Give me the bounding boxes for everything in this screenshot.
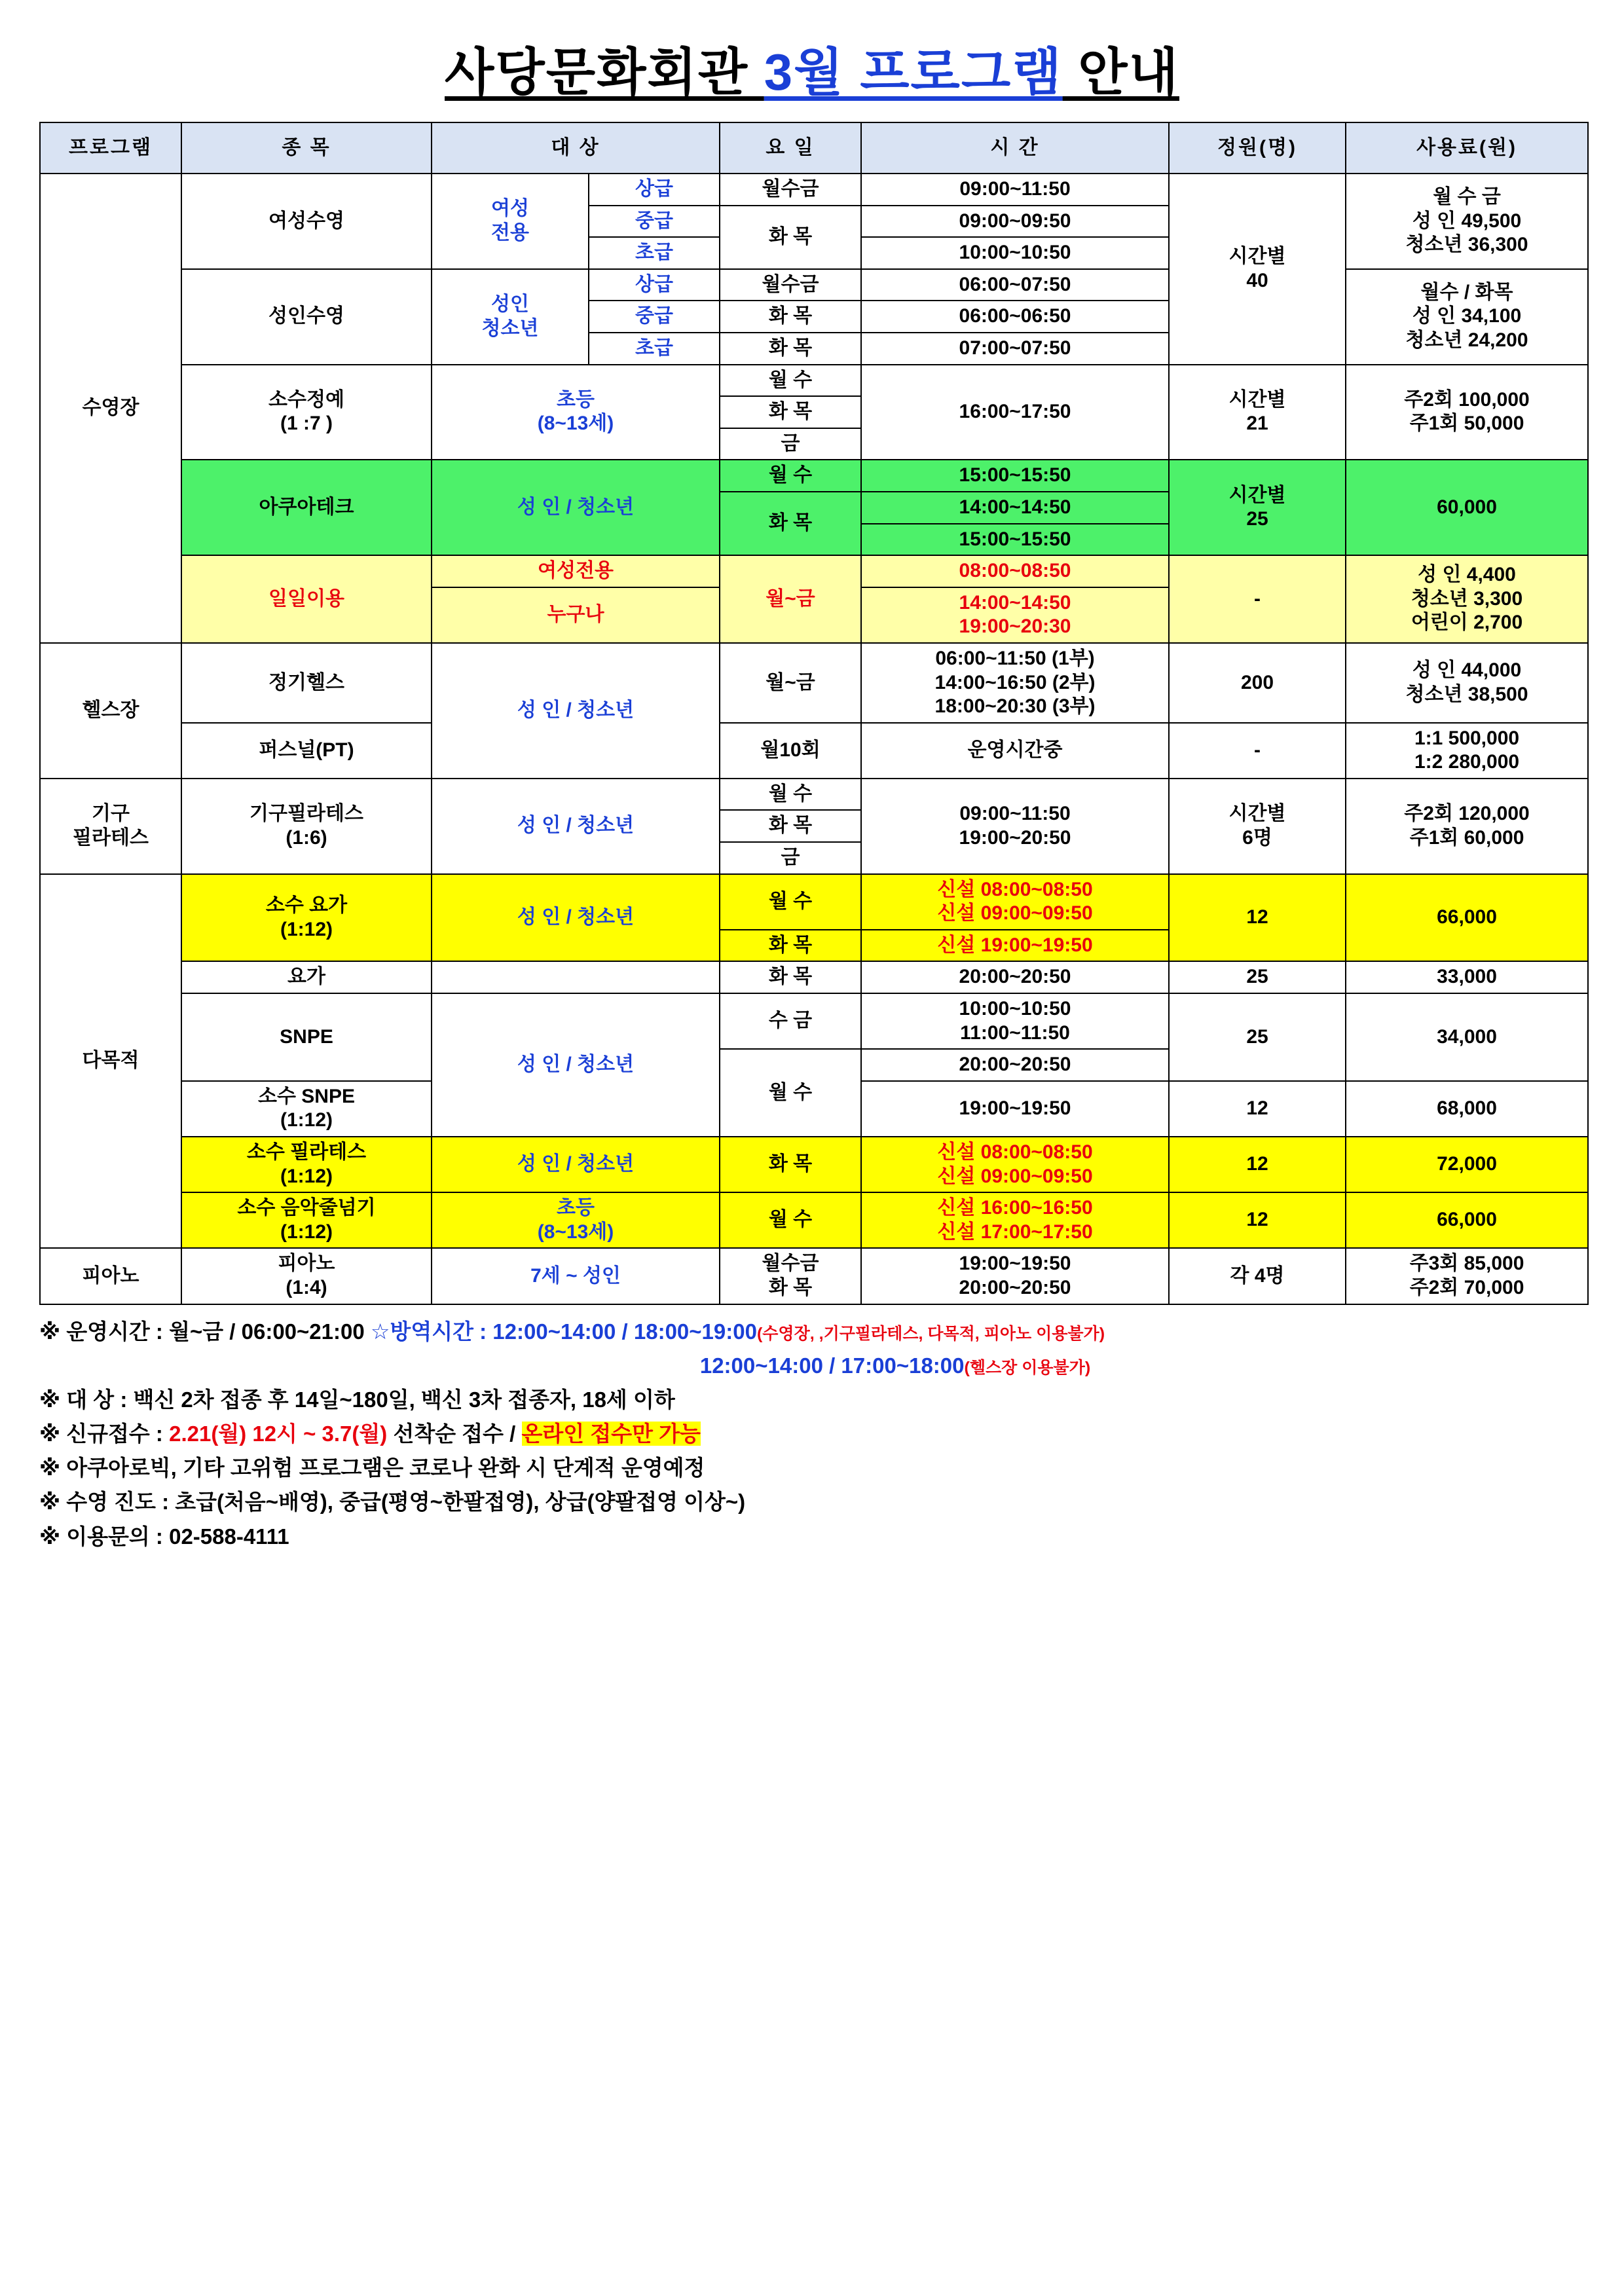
target-adult-youth: 성 인 / 청소년 [432,1137,720,1192]
fee-small-pilates: 72,000 [1346,1137,1588,1192]
note-line2-b: (헬스장 이용불가) [964,1358,1091,1377]
note-line1-b: ☆방역시간 : 12:00~14:00 / 18:00~19:00 [370,1319,757,1344]
time-snpe-morning: 10:00~10:50 11:00~11:50 [861,993,1169,1049]
table-row [40,874,1588,930]
item-small-snpe: 소수 SNPE (1:12) [181,1081,432,1137]
day-tue-thu: 화 목 [720,930,861,962]
time-1500-1550: 15:00~15:50 [861,524,1169,556]
time-pilates: 09:00~11:50 19:00~20:50 [861,779,1169,874]
fee-small-rope-skipping: 66,000 [1346,1192,1588,1248]
item-small-pilates: 소수 필라테스 (1:12) [181,1137,432,1192]
item-adult-swimming: 성인수영 [181,269,432,365]
target-elementary: 초등 (8~13세) [432,365,720,460]
program-multipurpose: 다목적 [40,874,181,1249]
level-beginner: 초급 [589,333,720,365]
day-mon-wed: 월 수 [720,779,861,811]
time-small-pilates: 신설 08:00~08:50 신설 09:00~09:50 [861,1137,1169,1192]
day-mon-fri: 월~금 [720,643,861,723]
day-mon-fri: 월~금 [720,555,861,643]
time-1600-1750: 16:00~17:50 [861,365,1169,460]
time-2000-2050: 20:00~20:50 [861,1049,1169,1081]
target-blank [432,961,720,993]
program-equipment-pilates: 기구 필라테스 [40,779,181,874]
note-registration [39,1418,1587,1450]
notes-section [39,1315,1587,1553]
table-row [40,365,1588,397]
table-row [40,993,1588,1049]
day-tue-thu: 화 목 [720,301,861,333]
table-row [40,961,1588,993]
day-piano: 월수금 화 목 [720,1248,861,1304]
table-header-row [40,122,1588,174]
table-row [40,779,1588,811]
fee-womens-swimming: 월 수 금 성 인 49,500 청소년 36,300 [1346,174,1588,269]
day-mon-wed: 월 수 [720,1049,861,1137]
capacity-12: 12 [1169,1081,1346,1137]
fee-adult-swimming: 월수 / 화목 성 인 34,100 청소년 24,200 [1346,269,1588,365]
time-1400-1450: 14:00~14:50 [861,492,1169,524]
time-2000-2050: 20:00~20:50 [861,961,1169,993]
capacity-25: 시간별 25 [1169,460,1346,555]
table-row [40,460,1588,492]
day-tue-thu: 화 목 [720,333,861,365]
day-mon-wed-fri: 월수금 [720,269,861,301]
note-gym-closed-hours [39,1349,1587,1382]
item-aquatech: 아쿠아테크 [181,460,432,555]
item-equipment-pilates: 기구필라테스 (1:6) [181,779,432,874]
time-small-yoga-morning: 신설 08:00~08:50 신설 09:00~09:50 [861,874,1169,930]
item-small-yoga: 소수 요가 (1:12) [181,874,432,962]
target-adult-youth: 성 인 / 청소년 [432,993,720,1137]
time-1000-1050: 10:00~10:50 [861,237,1169,269]
note-line1-a: ※ 운영시간 : 월~금 / 06:00~21:00 [39,1319,371,1344]
target-adult-youth: 성인 청소년 [432,269,589,365]
time-daily-afternoon-evening: 14:00~14:50 19:00~20:30 [861,587,1169,643]
level-advanced: 상급 [589,269,720,301]
fee-daily-use: 성 인 4,400 청소년 3,300 어린이 2,700 [1346,555,1588,643]
time-piano: 19:00~19:50 20:00~20:50 [861,1248,1169,1304]
day-fri: 금 [720,842,861,874]
capacity-none: - [1169,723,1346,779]
capacity-12: 12 [1169,874,1346,962]
target-women-only: 여성전용 [432,555,720,587]
day-fri: 금 [720,428,861,460]
target-women-only: 여성 전용 [432,174,589,269]
fee-aquatech: 60,000 [1346,460,1588,555]
time-1900-1950: 19:00~19:50 [861,1081,1169,1137]
note-contact: ※ 이용문의 : 02-588-4111 [39,1524,289,1549]
fee-small-snpe: 68,000 [1346,1081,1588,1137]
fee-snpe: 34,000 [1346,993,1588,1081]
table-row [40,555,1588,587]
note-line4-d: 온라인 접수만 가능 [521,1422,701,1446]
item-daily-use: 일일이용 [181,555,432,643]
day-mon-wed: 월 수 [720,365,861,397]
capacity-4-each: 각 4명 [1169,1248,1346,1304]
time-0600-0750: 06:00~07:50 [861,269,1169,301]
note-high-risk-programs: ※ 아쿠아로빅, 기타 고위험 프로그램은 코로나 완화 시 단계적 운영예정 [39,1456,705,1480]
capacity-200: 200 [1169,643,1346,723]
fee-small-group-swim: 주2회 100,000 주1회 50,000 [1346,365,1588,460]
day-tue-thu: 화 목 [720,961,861,993]
time-0900-1150: 09:00~11:50 [861,174,1169,206]
time-1500-1550: 15:00~15:50 [861,460,1169,492]
time-operating-hours: 운영시간중 [861,723,1169,779]
fee-personal-training: 1:1 500,000 1:2 280,000 [1346,723,1588,779]
day-mon-wed-fri: 월수금 [720,174,861,206]
note-line2-a: 12:00~14:00 / 17:00~18:00 [699,1353,965,1378]
table-row [40,269,1588,301]
day-monthly-10: 월10회 [720,723,861,779]
fee-piano: 주3회 85,000 주2회 70,000 [1346,1248,1588,1304]
item-regular-fitness: 정기헬스 [181,643,432,723]
capacity-none: - [1169,555,1346,643]
target-adult-youth: 성 인 / 청소년 [432,643,720,779]
page-title [39,31,1585,105]
table-row [40,643,1588,723]
target-adult-youth: 성 인 / 청소년 [432,460,720,555]
level-beginner: 초급 [589,237,720,269]
note-swim-levels: ※ 수영 진도 : 초급(처음~배영), 중급(평영~한팔접영), 상급(양팔접영 이상~) [39,1490,746,1515]
note-line1-c: (수영장, ,기구필라테스, 다목적, 피아노 이용불가) [756,1324,1105,1343]
item-womens-swimming: 여성수영 [181,174,432,269]
time-small-yoga-evening: 신설 19:00~19:50 [861,930,1169,962]
capacity-12: 12 [1169,1137,1346,1192]
table-row [40,723,1588,779]
item-small-group-swim: 소수정예 (1 :7 ) [181,365,432,460]
day-tue-thu: 화 목 [720,1137,861,1192]
day-tue-thu: 화 목 [720,810,861,842]
header-capacity: 정원(명) [1169,122,1346,174]
schedule-table [39,122,1589,1305]
target-anyone: 누구나 [432,587,720,643]
capacity-6: 시간별 6명 [1169,779,1346,874]
program-swimming: 수영장 [40,174,181,643]
time-0800-0850: 08:00~08:50 [861,555,1169,587]
time-fitness-sessions: 06:00~11:50 (1부) 14:00~16:50 (2부) 18:00~20:30 (3부) [861,643,1169,723]
note-operating-hours [39,1315,1587,1348]
note-line4-b: 2.21(월) 12시 ~ 3.7(월) [169,1422,388,1446]
note-line4-c: 선착순 접수 / [387,1422,522,1446]
day-tue-thu: 화 목 [720,396,861,428]
table-row [40,1248,1588,1304]
header-program: 프로그램 [40,122,181,174]
note-line4-a: ※ 신규접수 : [39,1422,170,1446]
day-tue-thu: 화 목 [720,492,861,555]
header-fee: 사용료(원) [1346,122,1588,174]
day-tue-thu: 화 목 [720,206,861,269]
target-adult-youth: 성 인 / 청소년 [432,779,720,874]
day-mon-wed: 월 수 [720,1192,861,1248]
capacity-25: 25 [1169,993,1346,1081]
header-day: 요 일 [720,122,861,174]
item-small-rope-skipping: 소수 음악줄넘기 (1:12) [181,1192,432,1248]
program-gym: 헬스장 [40,643,181,779]
level-advanced: 상급 [589,174,720,206]
title-part3: 안내 [1062,43,1179,101]
table-row [40,174,1588,206]
table-row [40,1137,1588,1192]
header-time: 시 간 [861,122,1169,174]
time-small-rope-skipping: 신설 16:00~16:50 신설 17:00~17:50 [861,1192,1169,1248]
capacity-swim-40: 시간별 40 [1169,174,1346,365]
item-snpe: SNPE [181,993,432,1081]
note-eligibility: ※ 대 상 : 백신 2차 접종 후 14일~180일, 백신 3차 접종자, 18세 이하 [39,1387,675,1412]
header-item: 종 목 [181,122,432,174]
capacity-25: 25 [1169,961,1346,993]
day-mon-wed: 월 수 [720,460,861,492]
capacity-21: 시간별 21 [1169,365,1346,460]
time-0900-0950: 09:00~09:50 [861,206,1169,238]
level-intermediate: 중급 [589,206,720,238]
day-wed-fri: 수 금 [720,993,861,1049]
target-age7-adult: 7세 ~ 성인 [432,1248,720,1304]
fee-small-yoga: 66,000 [1346,874,1588,962]
capacity-12: 12 [1169,1192,1346,1248]
header-target: 대 상 [432,122,720,174]
table-row [40,1192,1588,1248]
target-adult-youth: 성 인 / 청소년 [432,874,720,962]
target-elementary: 초등 (8~13세) [432,1192,720,1248]
item-piano: 피아노 (1:4) [181,1248,432,1304]
item-yoga: 요가 [181,961,432,993]
item-personal-training: 퍼스널(PT) [181,723,432,779]
title-part2: 3월 프로그램 [764,43,1063,101]
title-part1: 사당문화회관 [445,43,764,101]
day-mon-wed: 월 수 [720,874,861,930]
fee-regular-fitness: 성 인 44,000 청소년 38,500 [1346,643,1588,723]
time-0700-0750: 07:00~07:50 [861,333,1169,365]
fee-yoga: 33,000 [1346,961,1588,993]
fee-equipment-pilates: 주2회 120,000 주1회 60,000 [1346,779,1588,874]
program-piano: 피아노 [40,1248,181,1304]
level-intermediate: 중급 [589,301,720,333]
time-0600-0650: 06:00~06:50 [861,301,1169,333]
